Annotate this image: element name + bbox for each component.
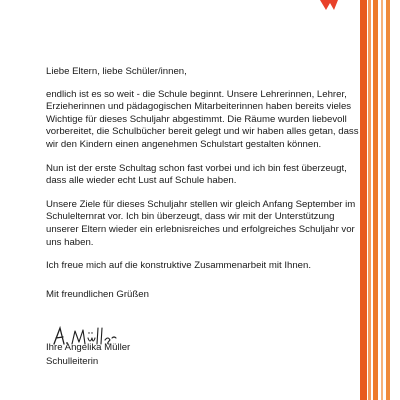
decorative-stripe (373, 0, 378, 400)
letter-paragraph: Nun ist der erste Schultag schon fast vorbei und ich bin fest überzeugt, dass alle wieder echt Lust auf Schule haben. (46, 162, 347, 187)
letter-paragraph: Ich freue mich auf die konstruktive Zusammenarbeit mit Ihnen. (46, 260, 312, 272)
letter-paragraph: Unsere Ziele für dieses Schuljahr stellen wir gleich Anfang September im Schulelternrat vor. Ich bin überzeugt, dass wir mit der Unterstützung unserer Eltern wieder ein erlebnisreiches und erfolgreiches Schuljahr vor uns haben. (46, 198, 356, 248)
letter-greeting: Liebe Eltern, liebe Schüler/innen, (46, 66, 187, 77)
logo-fragment-icon (318, 0, 348, 10)
decorative-stripe (386, 0, 390, 400)
decorative-stripe (381, 0, 383, 400)
letter-paragraph: endlich ist es so weit - die Schule beginnt. Unsere Lehrerinnen, Lehrer, Erzieherinnen und pädagogischen Mitarbeiterinnen haben bereits vieles Wichtige für dieses Schuljahr abgestimmt. Die Räume wurden liebevoll vorbereitet, die Schulbücher bereit gelegt und wir haben alles getan, dass wir den Kindern einen angenehmen Schulstart gestalten können. (46, 88, 359, 150)
letter-body (46, 66, 366, 284)
decorative-stripe (368, 0, 371, 400)
letter-closing: Mit freundlichen Grüßen (46, 289, 149, 300)
signer-name: Ihre Angelika Müller (46, 342, 131, 353)
signer-role: Schulleiterin (46, 356, 99, 367)
